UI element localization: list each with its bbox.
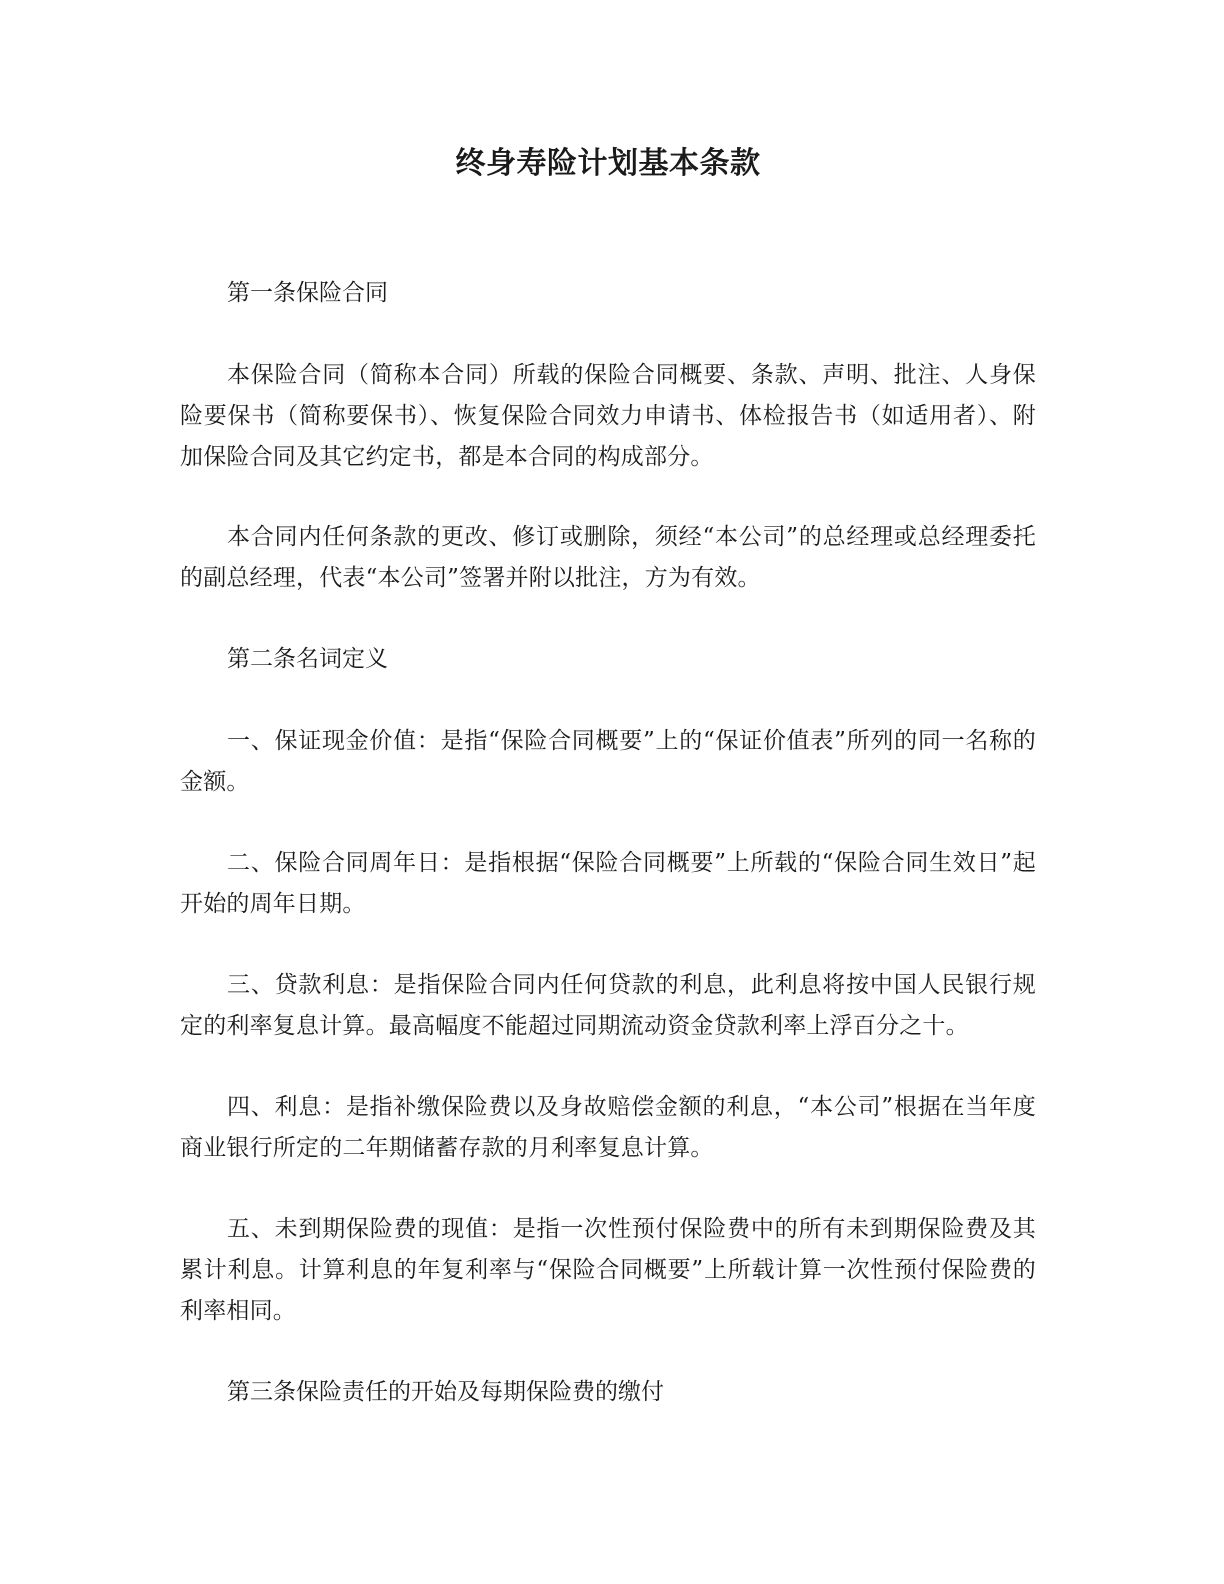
definition-5: 五、未到期保险费的现值：是指一次性预付保险费中的所有未到期保险费及其累计利息。计算利息的年复利率与“保险合同概要”上所载计算一次性预付保险费的利率相同。 — [180, 1216, 1036, 1324]
section-1-paragraph-2: 本合同内任何条款的更改、修订或删除，须经“本公司”的总经理或总经理委托的副总经理，代表“本公司”签署并附以批注，方为有效。 — [180, 524, 1036, 591]
definition-2: 二、保险合同周年日：是指根据“保险合同概要”上所载的“保险合同生效日”起开始的周年日期。 — [180, 850, 1036, 917]
definition-1: 一、保证现金价值：是指“保险合同概要”上的“保证价值表”所列的同一名称的金额。 — [180, 728, 1036, 795]
definition-4: 四、利息：是指补缴保险费以及身故赔偿金额的利息，“本公司”根据在当年度商业银行所定的二年期储蓄存款的月利率复息计算。 — [180, 1094, 1036, 1161]
section-1-paragraph-1: 本保险合同（简称本合同）所载的保险合同概要、条款、声明、批注、人身保险要保书（简称要保书）、恢复保险合同效力申请书、体检报告书（如适用者）、附加保险合同及其它约定书，都是本合同的构成部分。 — [180, 362, 1036, 470]
document-title: 终身寿险计划基本条款 — [455, 146, 761, 181]
definition-3: 三、贷款利息：是指保险合同内任何贷款的利息，此利息将按中国人民银行规定的利率复息计算。最高幅度不能超过同期流动资金贷款利率上浮百分之十。 — [180, 972, 1036, 1039]
section-heading-2: 第二条名词定义 — [227, 646, 388, 672]
section-heading-1: 第一条保险合同 — [227, 280, 388, 306]
section-heading-3: 第三条保险责任的开始及每期保险费的缴付 — [227, 1379, 664, 1405]
